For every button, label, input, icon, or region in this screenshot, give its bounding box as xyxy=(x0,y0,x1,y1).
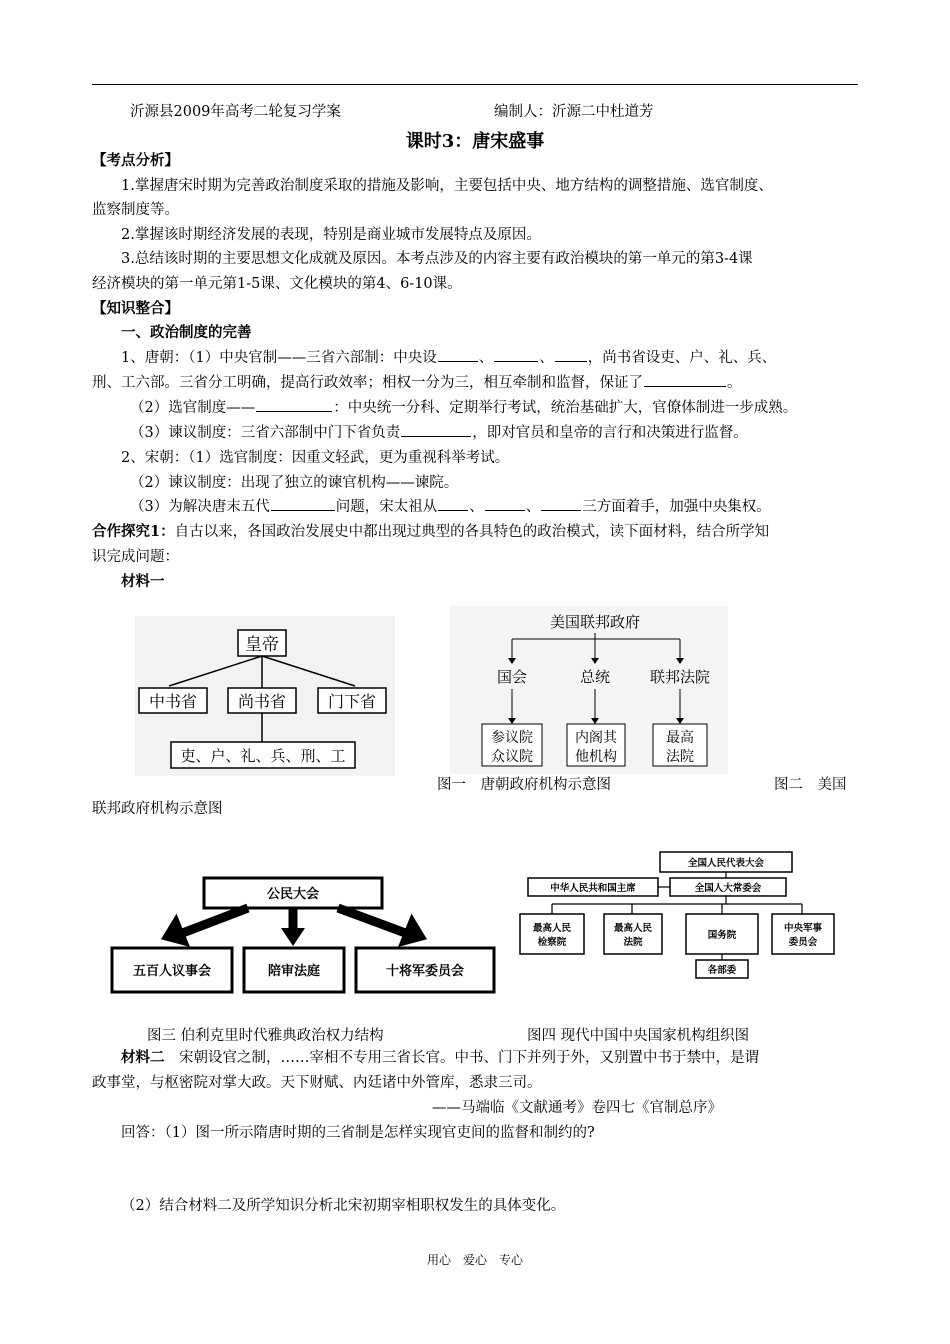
figure-athens-structure xyxy=(108,874,500,998)
zhishi-sub1: 一、政治制度的完善 xyxy=(121,324,252,341)
kaodian-p3a: 3.总结该时期的主要思想文化成就及原因。本考点涉及的内容主要有政治模块的第一单元的第3-4课 xyxy=(121,251,753,267)
figure-tang-government xyxy=(135,616,395,776)
blank-5[interactable] xyxy=(256,397,332,412)
cailiao2-label: 材料二 xyxy=(121,1049,165,1066)
fig4-box-1a: 最高人民 xyxy=(613,923,653,934)
header-right: 编制人：沂源二中杜道芳 xyxy=(494,104,654,120)
cailiao1-label: 材料一 xyxy=(121,573,165,590)
tang1e: 刑、工六部。三省分工明确，提高行政效率；相权一分为三，相互牵制和监督，保证了 xyxy=(92,375,643,391)
page-footer: 用心 爱心 专心 xyxy=(426,1253,523,1267)
fig4-box-0b: 检察院 xyxy=(537,937,567,948)
song3c: 、 xyxy=(469,499,484,515)
fig3-caption: 图三 伯利克里时代雅典政治权力结构 xyxy=(147,1028,384,1044)
cailiao2-source: ——马端临《文献通考》卷四七《官制总序》 xyxy=(432,1100,722,1116)
cailiao2-text1: 宋朝设官之制，……宰相不专用三省长官。中书、门下并列于外，又别置中书于禁中，是谓 xyxy=(164,1050,759,1066)
fig1-bottom: 吏、户、礼、兵、刑、工 xyxy=(180,747,346,765)
tang3b: ，即对官员和皇帝的言行和决策进行监督。 xyxy=(472,425,748,441)
blank-3[interactable] xyxy=(555,347,587,362)
fig2-b1-2: 最高 xyxy=(666,730,694,746)
hezuo-line2: 识完成问题： xyxy=(92,549,179,565)
blank-6[interactable] xyxy=(401,422,471,437)
fig1-mid-0: 中书省 xyxy=(148,692,198,711)
fig1-caption: 图一 唐朝政府机构示意图 xyxy=(437,777,611,793)
song3e: 三方面着手，加强中央集权。 xyxy=(582,499,771,515)
fig4-top: 全国人民代表大会 xyxy=(687,858,765,869)
section-zhishi-heading: 【知识整合】 xyxy=(92,300,179,317)
figure-us-government xyxy=(450,606,728,774)
kaodian-p3b: 经济模块的第一单元第1-5课、文化模块的第4、6-10课。 xyxy=(92,276,462,292)
question-2: （2）结合材料二及所学知识分析北宋初期宰相职权发生的具体变化。 xyxy=(121,1198,566,1214)
header-left: 沂源县2009年高考二轮复习学案 xyxy=(130,104,341,120)
hezuo-label: 合作探究1： xyxy=(92,523,175,540)
fig4-box-0a: 最高人民 xyxy=(532,923,572,934)
fig2-mid-0: 国会 xyxy=(496,668,528,686)
song-line1: 2、宋朝：（1）选官制度：因重文轻武，更为重视科举考试。 xyxy=(121,450,510,466)
tang3a: （3）谏议制度：三省六部制中门下省负责 xyxy=(130,425,401,441)
tang1a: 1、唐朝：（1）中央官制——三省六部制：中央设 xyxy=(121,350,437,366)
section-kaodian-heading: 【考点分析】 xyxy=(92,152,179,169)
fig2-b1-1: 内阁其 xyxy=(575,730,617,746)
tang2b: ：中央统一分科、定期举行考试，统治基础扩大，官僚体制进一步成熟。 xyxy=(333,400,798,416)
blank-4[interactable] xyxy=(644,372,726,387)
fig2-caption-a: 图二 美国 xyxy=(774,777,847,793)
kaodian-p1b: 监察制度等。 xyxy=(92,202,179,218)
tang1d: ，尚书省设吏、户、礼、兵、 xyxy=(587,350,777,366)
fig2-b2-1: 他机构 xyxy=(575,749,617,765)
fig2-b1-0: 参议院 xyxy=(491,730,533,746)
tang-line2 xyxy=(92,371,858,395)
fig2-b2-2: 法院 xyxy=(666,749,694,765)
fig4-left-top: 中华人民共和国主席 xyxy=(550,883,636,894)
tang1f: 。 xyxy=(727,375,742,391)
fig2-b2-0: 众议院 xyxy=(491,749,533,765)
fig1-mid-1: 尚书省 xyxy=(237,692,287,711)
fig4-mid: 全国人大常委会 xyxy=(694,883,762,894)
blank-10[interactable] xyxy=(541,496,581,511)
cailiao2-line1 xyxy=(92,1046,887,1070)
blank-1[interactable] xyxy=(438,347,478,362)
tang1b: 、 xyxy=(478,350,494,366)
fig4-caption: 图四 现代中国中央国家机构组织图 xyxy=(527,1028,750,1044)
tang-line3 xyxy=(92,396,896,420)
fig4-box-2a: 国务院 xyxy=(707,930,737,941)
kaodian-p2: 2.掌握该时期经济发展的表现，特别是商业城市发展特点及原因。 xyxy=(121,227,541,243)
fig2-mid-1: 总统 xyxy=(579,668,611,686)
fig3-bottom-1: 陪审法庭 xyxy=(267,964,321,979)
kaodian-p1a: 1.掌握唐宋时期为完善政治制度采取的措施及影响，主要包括中央、地方结构的调整措施、选官制度、 xyxy=(121,178,773,194)
blank-9[interactable] xyxy=(485,496,525,511)
fig4-sub: 各部委 xyxy=(707,965,737,976)
hezuo-text1: 自古以来，各国政治发展史中都出现过典型的各具特色的政治模式，读下面材料，结合所学知 xyxy=(174,524,770,540)
tang2a: （2）选官制度—— xyxy=(130,400,256,416)
question-1: 回答：（1）图一所示隋唐时期的三省制是怎样实现官吏间的监督和制约的? xyxy=(121,1125,595,1141)
song-line2: （2）谏议制度：出现了独立的谏官机构——谏院。 xyxy=(130,475,459,491)
tang-line1 xyxy=(92,346,887,370)
song3d: 、 xyxy=(525,499,541,515)
fig2-top: 美国联邦政府 xyxy=(549,613,641,631)
header-rule xyxy=(92,84,858,85)
hezuo-line1 xyxy=(92,520,858,544)
tang-line4 xyxy=(92,421,896,445)
blank-7[interactable] xyxy=(271,496,335,511)
blank-8[interactable] xyxy=(438,496,468,511)
page-title: 课时3：唐宋盛事 xyxy=(405,131,545,152)
fig1-top-label: 皇帝 xyxy=(245,635,279,655)
fig4-box-1b: 法院 xyxy=(623,937,643,948)
song-line3 xyxy=(92,495,896,519)
figure-china-state-organs xyxy=(512,848,842,982)
fig3-bottom-2: 十将军委员会 xyxy=(385,964,465,979)
cailiao2-line2: 政事堂，与枢密院对掌大政。天下财赋、内廷诸中外管库，悉隶三司。 xyxy=(92,1075,542,1091)
fig1-mid-2: 门下省 xyxy=(327,692,377,711)
fig4-box-3a: 中央军事 xyxy=(783,923,823,934)
tang1c: 、 xyxy=(539,350,554,366)
song3b: 问题，宋太祖从 xyxy=(335,499,438,515)
fig2-caption-b: 联邦政府机构示意图 xyxy=(92,801,223,817)
fig3-top: 公民大会 xyxy=(266,887,320,902)
blank-2[interactable] xyxy=(494,347,538,362)
fig3-bottom-0: 五百人议事会 xyxy=(132,964,212,979)
fig4-box-3b: 委员会 xyxy=(788,937,818,948)
song3a: （3）为解决唐末五代 xyxy=(130,499,270,515)
fig2-mid-2: 联邦法院 xyxy=(649,668,711,686)
